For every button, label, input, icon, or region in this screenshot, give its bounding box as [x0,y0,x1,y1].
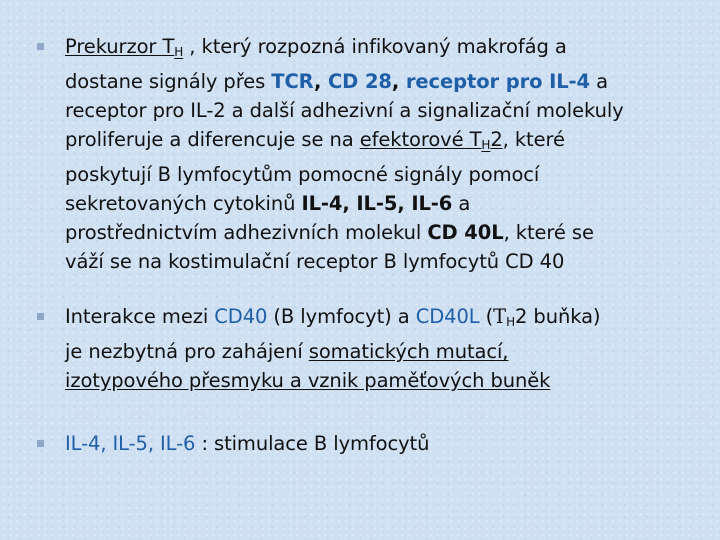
text-segment: H [506,315,516,329]
text-segment: , [391,70,406,93]
text-segment: IL-4, IL-5, IL-6 [65,432,196,455]
text-segment: a [590,70,608,93]
square-bullet-icon [37,313,44,320]
text-segment: , který rozpozná infikovaný makrofág a [183,35,567,58]
text-segment: receptor pro IL-4 [405,70,591,93]
text-line [65,67,697,96]
text-line [65,429,697,458]
text-segment: CD 40L [427,221,504,244]
text-segment: efektorové T [359,128,482,151]
text-segment: proliferuje a diferencuje se na [65,128,360,151]
bullet-text [65,302,697,395]
text-line [65,302,697,337]
text-line [65,218,697,247]
bullet-text [65,32,697,276]
square-bullet-icon [37,440,44,447]
text-segment: TCR [271,70,314,93]
text-segment: a [452,192,471,215]
text-segment: H [174,45,184,59]
text-line [65,247,697,276]
bullet-text [65,429,697,458]
text-segment: izotypového přesmyku a vznik paměťových buněk [65,369,551,392]
text-line [65,189,697,218]
text-segment: CD 28 [327,70,392,93]
text-segment: poskytují B lymfocytům pomocné signály pomocí [65,163,540,186]
text-line [65,160,697,189]
text-segment: IL-4, IL-5, IL-6 [301,192,453,215]
text-segment: 2 buňka) [515,305,601,328]
text-segment: Prekurzor T [65,35,175,58]
text-segment: CD40 [214,305,268,328]
text-segment: somatických mutací, [308,340,509,363]
text-segment: sekretovaných cytokinů [65,192,302,215]
text-line [65,125,697,160]
text-line [65,32,697,67]
text-segment: H [481,138,491,152]
text-segment: , které se [503,221,594,244]
bullet-item-cd40-interaction [37,302,697,395]
text-segment: 2 [490,128,503,151]
text-segment: : stimulace B lymfocytů [195,432,430,455]
text-segment: dostane signály přes [65,70,272,93]
text-segment: (B lymfocyt) a [267,305,416,328]
text-line [65,96,697,125]
text-line [65,337,697,366]
text-segment: receptor pro IL-2 a další adhezivní a signalizační molekuly [65,99,624,122]
text-line [65,366,697,395]
text-segment: CD40L [415,305,480,328]
bullet-item-cytokines [37,429,697,458]
text-segment: ( [479,305,494,328]
text-segment: , [313,70,328,93]
text-segment: je nezbytná pro zahájení [65,340,309,363]
text-segment: Interakce mezi [65,305,215,328]
text-segment: prostřednictvím adhezivních molekul [65,221,428,244]
text-segment: , které [502,128,565,151]
text-segment: váží se na kostimulační receptor B lymfocytů CD 40 [65,250,565,273]
text-segment: T [493,305,507,328]
square-bullet-icon [37,43,44,50]
bullet-item-th-precursor [37,32,697,276]
